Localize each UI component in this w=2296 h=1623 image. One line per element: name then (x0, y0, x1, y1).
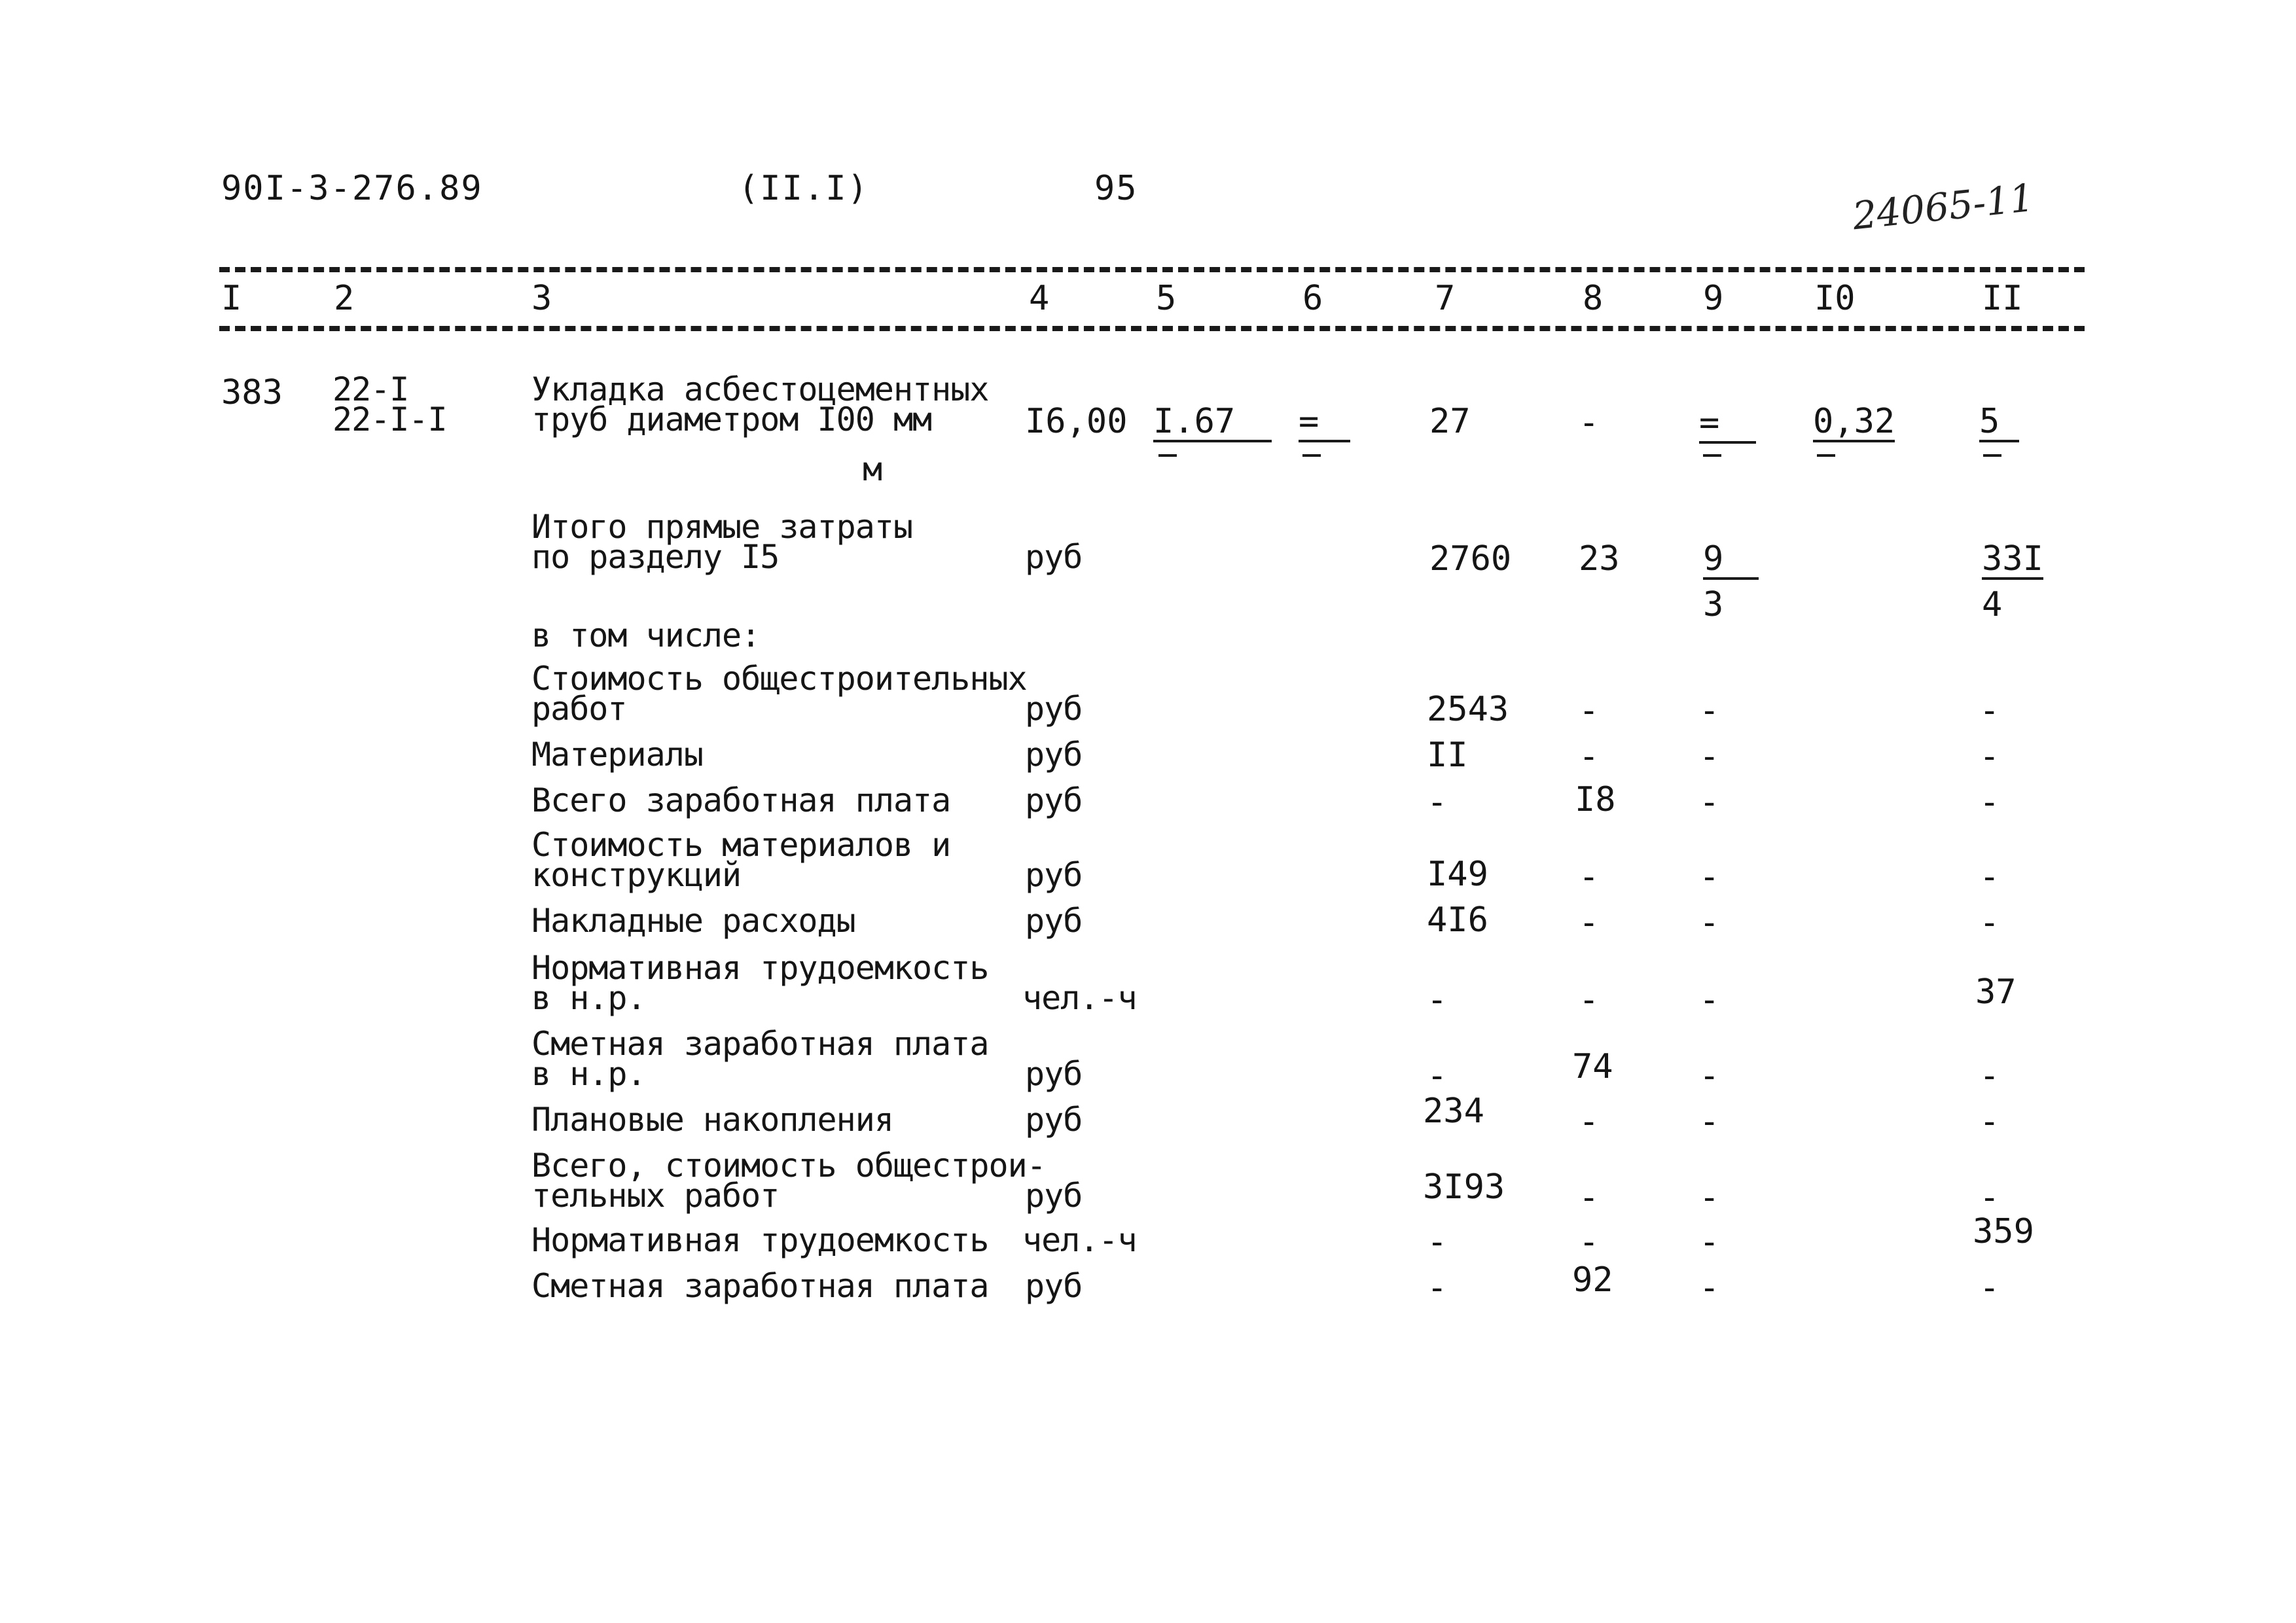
row-col9: - (1699, 1178, 1720, 1217)
including-label: в том числе: (531, 616, 761, 654)
total-col9-denominator: 3 (1703, 585, 1724, 624)
item-col5-subfraction-mark (1158, 454, 1177, 457)
row-unit: чел.-ч (1022, 1221, 1137, 1259)
row-label-line1: Нормативная трудоемкость (531, 1221, 989, 1259)
total-col11-denominator: 4 (1982, 585, 2003, 624)
row-label-line1: Стоимость материалов и (531, 826, 951, 864)
row-label-line1: Сметная заработная плата (531, 1267, 989, 1305)
column-header: I (221, 279, 242, 318)
row-col9: - (1699, 980, 1720, 1020)
column-header: 7 (1435, 279, 1456, 318)
row-unit: чел.-ч (1022, 979, 1137, 1017)
row-unit: руб (1025, 902, 1083, 940)
row-unit: руб (1025, 690, 1083, 728)
item-col11: 5 (1979, 404, 2019, 442)
row-col7: II (1427, 736, 1468, 775)
row-col9: - (1699, 691, 1720, 730)
row-unit: руб (1025, 1267, 1083, 1305)
row-label-line2: конструкций (531, 856, 742, 894)
total-unit: руб (1025, 538, 1083, 576)
row-label-line2: в н.р. (531, 1055, 646, 1093)
row-col11: - (1979, 1102, 2000, 1141)
row-col11: - (1979, 783, 2000, 822)
total-label-line1: Итого прямые затраты (531, 508, 913, 546)
row-col8: - (1579, 1222, 1600, 1262)
row-unit: руб (1025, 1177, 1083, 1215)
row-col7: 234 (1423, 1092, 1484, 1131)
row-col11: - (1979, 1178, 2000, 1217)
row-col11: - (1979, 1056, 2000, 1096)
column-header: 5 (1156, 279, 1177, 318)
row-unit: руб (1025, 1055, 1083, 1093)
column-header: 8 (1583, 279, 1604, 318)
item-number: 383 (221, 373, 283, 412)
row-col7: - (1427, 783, 1448, 822)
item-col6: = (1299, 404, 1350, 442)
table-header-dashed-rule (219, 326, 2085, 331)
row-label-line1: Плановые накопления (531, 1101, 893, 1139)
row-label-line2: тельных работ (531, 1177, 780, 1215)
item-col10-subfraction-mark (1817, 454, 1835, 457)
item-name-line1: Укладка асбестоцементных (531, 370, 989, 408)
total-col11-numerator: 33I (1982, 539, 2043, 579)
column-header: 9 (1703, 279, 1724, 318)
row-col7: I49 (1427, 855, 1488, 894)
item-name-line2: труб диаметром I00 мм (531, 401, 932, 438)
row-col9: - (1699, 1268, 1720, 1308)
row-unit: руб (1025, 856, 1083, 894)
item-subcode: 22-I-I (332, 401, 447, 438)
row-label-line2: работ (531, 690, 627, 728)
page-number: 95 (1094, 169, 1138, 208)
row-unit: руб (1025, 781, 1083, 819)
column-header: 2 (334, 279, 355, 318)
item-col9: = (1699, 406, 1756, 444)
row-col11: 359 (1973, 1212, 2034, 1251)
total-col7: 2760 (1429, 539, 1512, 579)
row-label-line2: в н.р. (531, 979, 646, 1017)
row-label-line1: Стоимость общестроительных (531, 660, 1027, 698)
row-col9: - (1699, 1222, 1720, 1262)
row-col9: - (1699, 1056, 1720, 1096)
row-col8: - (1579, 903, 1600, 942)
item-quantity: I6,00 (1025, 402, 1128, 441)
item-unit: м (863, 450, 882, 488)
row-col9: - (1699, 783, 1720, 822)
row-col11: - (1979, 691, 2000, 730)
row-col8: 74 (1572, 1047, 1613, 1086)
item-col10: 0,32 (1813, 402, 1895, 441)
column-header: II (1982, 279, 2023, 318)
item-col9-subfraction-mark (1703, 454, 1721, 457)
row-col11: - (1979, 737, 2000, 776)
row-col9: - (1699, 903, 1720, 942)
table-top-dashed-rule (219, 267, 2085, 272)
row-unit: руб (1025, 1101, 1083, 1139)
item-col8: - (1579, 403, 1600, 442)
total-label-line2: по разделу I5 (531, 538, 780, 576)
column-header: 6 (1302, 279, 1323, 318)
item-code: 22-I (332, 370, 409, 408)
row-unit: руб (1025, 736, 1083, 774)
row-label-line1: Материалы (531, 736, 703, 774)
column-header: I0 (1814, 279, 1856, 318)
total-col8: 23 (1579, 539, 1620, 579)
row-label-line1: Сметная заработная плата (531, 1025, 989, 1063)
row-col9: - (1699, 1102, 1720, 1141)
row-col7: 2543 (1427, 690, 1509, 729)
row-label-line1: Накладные расходы (531, 902, 855, 940)
row-col9: - (1699, 737, 1720, 776)
row-col8: - (1579, 980, 1600, 1020)
column-header: 4 (1029, 279, 1050, 318)
row-col8: I8 (1575, 780, 1616, 819)
document-code: 90I-3-276.89 (221, 169, 483, 208)
row-col7: - (1427, 1268, 1448, 1308)
row-col11: - (1979, 903, 2000, 942)
item-col11-subfraction-mark (1983, 454, 2001, 457)
row-col8: - (1579, 737, 1600, 776)
row-label-line1: Всего заработная плата (531, 781, 951, 819)
item-col7: 27 (1429, 402, 1471, 441)
row-col8: - (1579, 1178, 1600, 1217)
section-number: (II.I) (738, 169, 869, 208)
column-header: 3 (531, 279, 552, 318)
item-col6-subfraction-mark (1302, 454, 1321, 457)
item-col5: I.67 (1153, 404, 1272, 442)
handwritten-stamp: 24065-11 (1850, 175, 2036, 239)
row-col8: - (1579, 857, 1600, 897)
row-col7: - (1427, 1222, 1448, 1262)
row-col8: - (1579, 691, 1600, 730)
row-col7: 4I6 (1427, 901, 1488, 940)
row-col7: - (1427, 980, 1448, 1020)
row-col8: - (1579, 1102, 1600, 1141)
row-col8: 92 (1572, 1260, 1613, 1300)
row-col7: 3I93 (1423, 1168, 1505, 1207)
row-col9: - (1699, 857, 1720, 897)
row-col11: - (1979, 1268, 2000, 1308)
total-col9-numerator: 9 (1703, 542, 1759, 580)
row-col11: 37 (1975, 972, 2017, 1012)
row-col11: - (1979, 857, 2000, 897)
row-label-line1: Всего, стоимость общестрои- (531, 1147, 1046, 1185)
row-label-line1: Нормативная трудоемкость (531, 949, 989, 987)
row-col7: - (1427, 1056, 1448, 1096)
